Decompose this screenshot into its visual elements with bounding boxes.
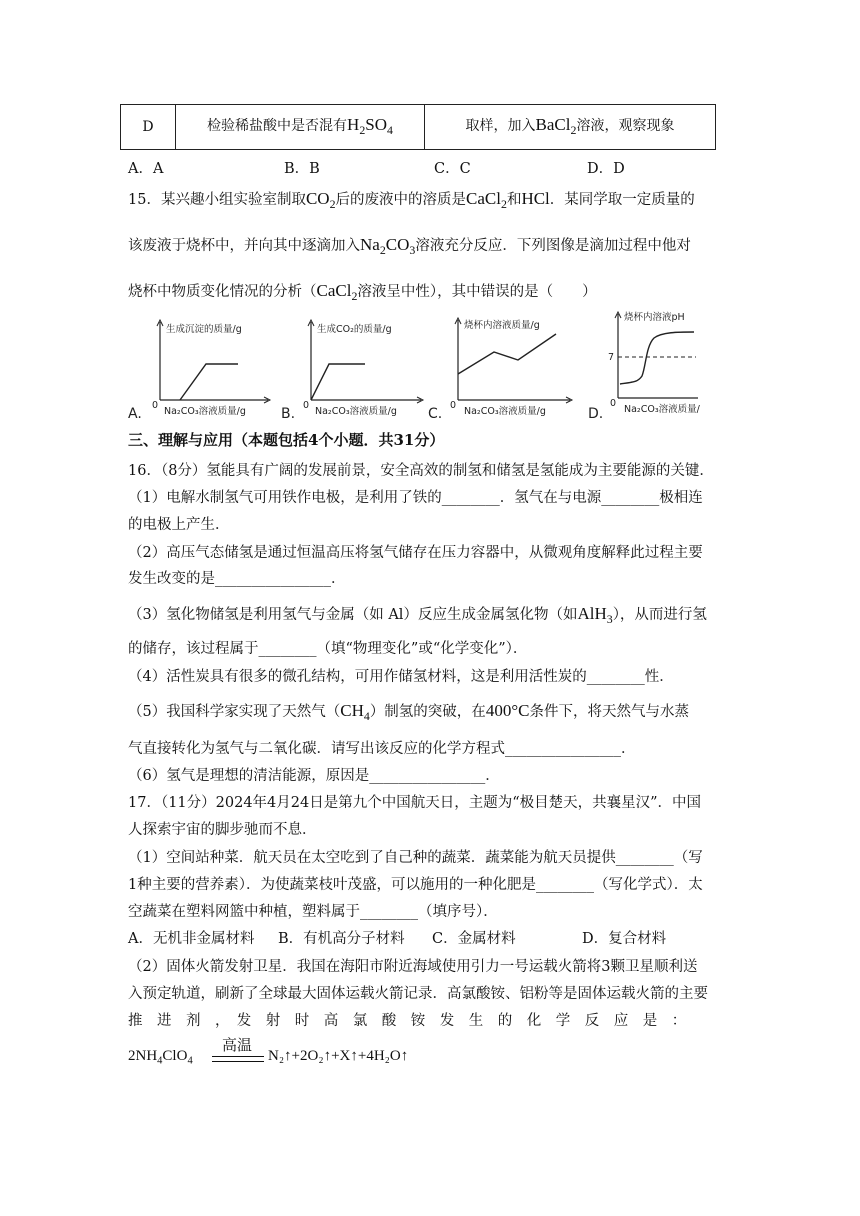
q16-part5-line1: （5）我国科学家实现了天然气$(CH_4)$制氢的突破，在400°C条件下，将天然气与水蒸: [128, 701, 689, 724]
equation-equals-sign: [212, 1056, 264, 1062]
graph-d-option: D.: [588, 406, 604, 422]
q17-part2-line1: （2）固体火箭发射卫星．我国在海阳市附近海域使用引力一号运载火箭将3颗卫星顺利送: [128, 959, 698, 975]
q15-line1: 15．某兴趣小组实验室制取$CO_2$后的废液中的溶质是CaCl$_2$和HCl．某同学取一定质量的: [128, 189, 695, 212]
graph-d-xlabel: Na₂CO₃溶液质量/g: [624, 404, 700, 415]
q16-part2-line1: （2）高压气态储氢是通过恒温高压将氢气储存在压力容器中，从微观角度解释此过程主要: [128, 545, 703, 561]
graph-b-ylabel: 生成CO₂的质量/g: [317, 324, 392, 335]
q17-part1-line1: （1）空间站种菜．航天员在太空吃到了自己种的蔬菜．蔬菜能为航天员提供________（写: [128, 850, 703, 866]
q16-part6: （6）氢气是理想的清洁能源，原因是________________．: [128, 768, 500, 784]
q16-part3-line1: （3）氢化物储氢是利用氢气与金属（如 Al）反应生成金属氢化物（如AlH$_3$），从而进行氢: [128, 604, 707, 627]
q16-part1-line1: （1）电解水制氢气可用铁作电极，是利用了铁的________．氢气在与电源________极相连: [128, 490, 703, 506]
q14-option-c: C．C: [434, 161, 471, 177]
equation-condition: 高温: [222, 1036, 253, 1054]
q16-part3-line2: 的储存，该过程属于________（填“物理变化”或“化学变化”）．: [128, 641, 528, 657]
graph-c-xlabel: Na₂CO₃溶液质量/g: [464, 406, 546, 417]
options-table: [120, 104, 716, 150]
q17-option-a: A．无机非金属材料: [128, 931, 255, 947]
equation-left: $2NH_4ClO_4$: [128, 1048, 193, 1067]
q17-intro-line2: 人探索宇宙的脚步驰而不息．: [128, 822, 317, 838]
table-cell-purpose: [176, 105, 425, 150]
graph-d-origin: 0: [610, 398, 617, 409]
graph-a-xlabel: Na₂CO₃溶液质量/g: [164, 406, 246, 417]
table-cell-letter: D: [121, 105, 176, 150]
graph-a-option: A.: [128, 406, 142, 422]
graph-d-ylabel: 烧杯内溶液pH: [624, 312, 685, 323]
section-3-heading: 三、理解与应用（本题包括4个小题．共31分）: [128, 431, 445, 449]
reaction-equation: [128, 1034, 488, 1074]
q16-intro: 16．（8分）氢能具有广阔的发展前景，安全高效的制氢和储氢是氢能成为主要能源的关键．: [128, 463, 714, 479]
equation-right: N₂↑+2O₂↑+X↑+4H₂O↑: [268, 1048, 409, 1064]
graph-b-curve: [311, 364, 365, 400]
q17-part1-line3: 空蔬菜在塑料网篮中种植，塑料属于________（填序号）．: [128, 904, 498, 920]
graph-b-origin: 0: [303, 400, 310, 411]
graph-d-curve: [620, 332, 694, 384]
q17-option-d: D．复合材料: [582, 931, 667, 947]
q17-intro-line1: 17．（11分）2024年4月24日是第九个中国航天日，主题为“极目楚天，共襄星汉”．中国: [128, 795, 702, 811]
q16-part2-line2: 发生改变的是________________．: [128, 571, 346, 587]
table-cell-method: [425, 105, 716, 150]
purpose-text: 检验稀盐酸中是否混有: [207, 118, 348, 135]
q15-line3: 烧杯中物质变化情况的分析（CaCl$_2$溶液呈中性），其中错误的是（ ）: [128, 281, 597, 304]
q14-option-a: A．A: [128, 161, 164, 177]
q17-part2-line3: 推 进 剂 ， 发 射 时 高 氯 酸 铵 发 生 的 化 学 反 应 是 ：: [128, 1013, 687, 1029]
graph-c-ylabel: 烧杯内溶液质量/g: [464, 320, 540, 331]
q14-option-d: D．D: [587, 161, 625, 177]
q17-option-b: B．有机高分子材料: [278, 931, 405, 947]
q17-part1-line2: 1种主要的营养素）．为使蔬菜枝叶茂盛，可以施用的一种化肥是________（写化学式）．太: [128, 877, 703, 893]
formula-bacl2: BaCl$_2$: [535, 115, 577, 138]
method-text-post: 溶液，观察现象: [576, 118, 675, 135]
graph-d-tick: 7: [608, 352, 615, 363]
q17-part2-line2: 入预定轨道，刷新了全球最大固体运载火箭记录．高氯酸铵、铝粉等是固体运载火箭的主要: [128, 986, 708, 1002]
graph-a-origin: 0: [152, 400, 159, 411]
formula-h2so4: $H_2SO_4$: [347, 115, 393, 138]
q15-line2: 该废液于烧杯中，并向其中逐滴加入$Na_2CO_3$溶液充分反应．下列图像是滴加过程中他对: [128, 235, 691, 258]
graph-b: [281, 316, 429, 424]
graph-d: [588, 306, 700, 424]
graph-c-origin: 0: [450, 400, 457, 411]
q14-option-b: B．B: [284, 161, 320, 177]
graph-c: [428, 312, 578, 424]
graph-c-option: C.: [428, 406, 443, 422]
method-text-pre: 取样，加入: [465, 118, 536, 135]
table-row: [121, 105, 716, 150]
graph-a-curve: [180, 364, 238, 400]
graph-b-option: B.: [281, 406, 296, 422]
q16-part1-line2: 的电极上产生．: [128, 517, 230, 533]
q17-option-c: C．金属材料: [432, 931, 516, 947]
graph-c-curve: [458, 334, 556, 374]
graph-a-ylabel: 生成沉淀的质量/g: [166, 324, 242, 335]
graph-a: [128, 316, 276, 424]
q16-part5-line2: 气直接转化为氢气与二氧化碳．请写出该反应的化学方程式________________．: [128, 741, 636, 757]
q16-part4: （4）活性炭具有很多的微孔结构，可用作储氢材料，这是利用活性炭的________性．: [128, 669, 674, 685]
graph-b-xlabel: Na₂CO₃溶液质量/g: [315, 406, 397, 417]
